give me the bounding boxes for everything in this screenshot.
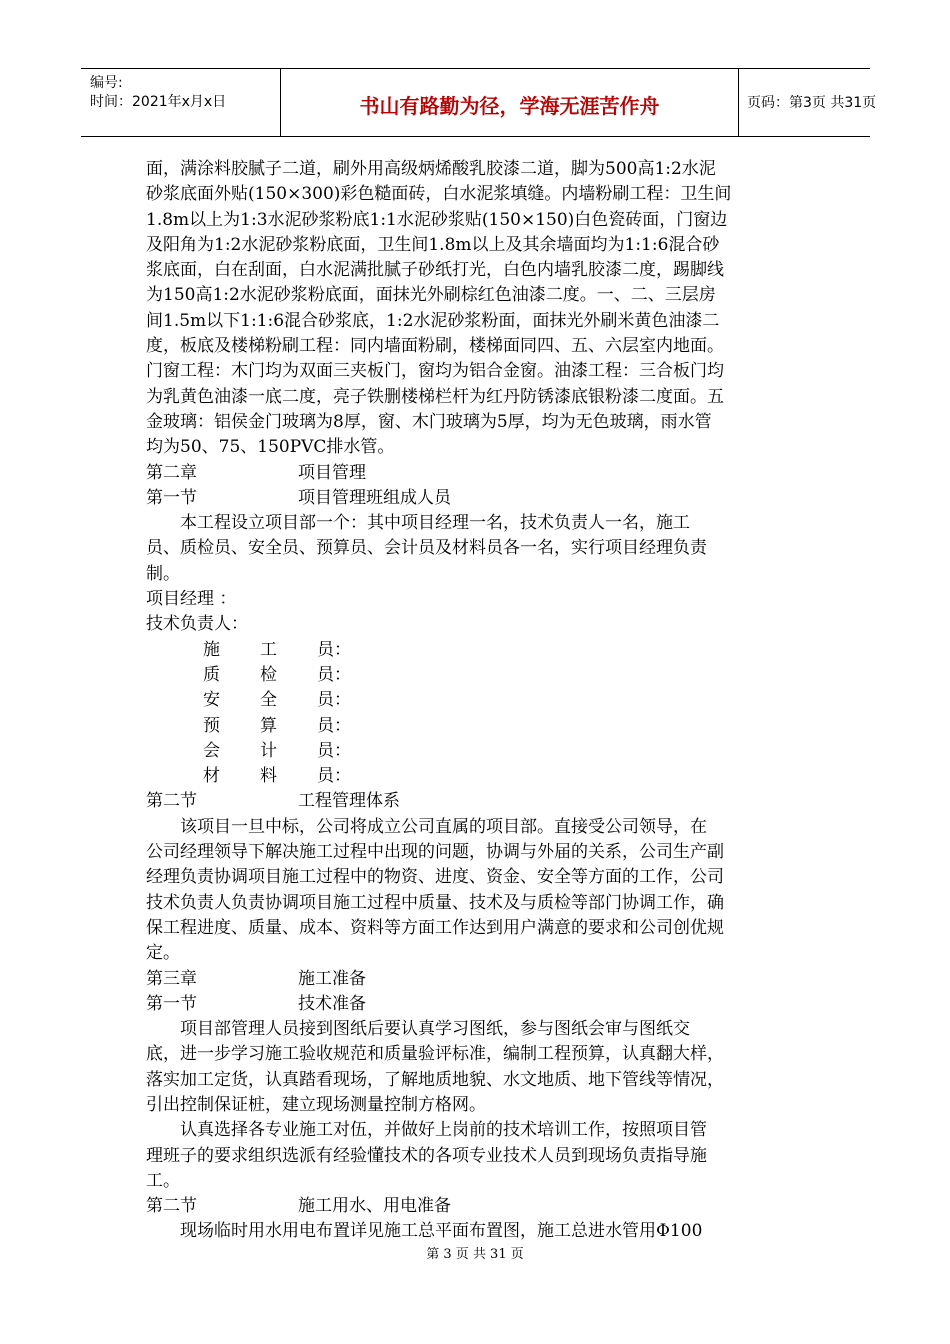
role-char: 员： — [317, 690, 351, 711]
role-char: 员： — [317, 740, 351, 761]
paragraph-line: 定。 — [146, 943, 180, 964]
chapter-number: 第二章 — [146, 462, 197, 483]
section-title: 技术准备 — [298, 993, 366, 1014]
paragraph-line: 底，进一步学习施工验收规范和质量验评标准，编制工程预算，认真翻大样， — [146, 1044, 724, 1065]
paragraph-line: 该项目一旦中标，公司将成立公司直属的项目部。直接受公司领导，在 — [146, 816, 707, 837]
paragraph-line: 项目部管理人员接到图纸后要认真学习图纸，参与图纸会审与图纸交 — [146, 1019, 690, 1040]
chapter-title: 施工准备 — [298, 968, 366, 989]
section-heading — [146, 1194, 806, 1219]
role-char: 算 — [260, 715, 277, 736]
header-motto-cell — [281, 69, 739, 136]
section-number: 第一节 — [146, 993, 197, 1014]
section-heading — [146, 992, 806, 1017]
chapter-number: 第三章 — [146, 968, 197, 989]
body-line: 间1.5m以下1:1:6混合砂浆底，1:2水泥砂浆粉面，面抹光外刷米黄色油漆二 — [146, 310, 720, 331]
body-line: 为150高1:2水泥砂浆粉底面，面抹光外刷棕红色油漆二度。一、二、三层房 — [146, 285, 716, 306]
document-body — [146, 157, 806, 1245]
section-number: 第一节 — [146, 487, 197, 508]
paragraph-line: 引出控制保证桩，建立现场测量控制方格网。 — [146, 1094, 486, 1115]
page-header — [81, 68, 877, 137]
role-char: 员： — [317, 664, 351, 685]
section-heading — [146, 486, 806, 511]
role-field — [146, 739, 806, 764]
role-field — [146, 663, 806, 688]
paragraph-line: 保工程进度、质量、成本、资料等方面工作达到用户满意的要求和公司创优规 — [146, 917, 724, 938]
chapter-heading — [146, 967, 806, 992]
chapter-title: 项目管理 — [298, 462, 366, 483]
header-page-cell — [739, 69, 877, 136]
paragraph-line: 员、质检员、安全员、预算员、会计员及材料员各一名，实行项目经理负责 — [146, 538, 707, 559]
paragraph-line: 公司经理领导下解决施工过程中出现的问题，协调与外届的关系，公司生产副 — [146, 842, 724, 863]
body-line: 浆底面，白在刮面，白水泥满批腻子砂纸打光，白色内墙乳胶漆二度，踢脚线 — [146, 260, 724, 281]
role-char: 质 — [203, 664, 220, 685]
section-title: 项目管理班组成人员 — [298, 487, 451, 508]
header-motto: 书山有路勤为径，学海无涯苦作舟 — [359, 94, 660, 118]
role-char: 预 — [203, 715, 220, 736]
header-page-number: 页码：第3页 共31页 — [747, 95, 877, 111]
body-line: 为乳黄色油漆一底二度，亮子铁删楼梯栏杆为红丹防锈漆底银粉漆二度面。五 — [146, 386, 724, 407]
header-meta-cell — [81, 69, 281, 136]
role-char: 计 — [260, 740, 277, 761]
role-char: 员： — [317, 766, 351, 787]
role-field — [146, 764, 806, 789]
role-char: 检 — [260, 664, 277, 685]
role-char: 料 — [260, 766, 277, 787]
page-footer: 第 3 页 共 31 页 — [426, 1247, 524, 1262]
role-char: 员： — [317, 715, 351, 736]
role-char: 施 — [203, 639, 220, 660]
document-date-label: 时间：2021年x月x日 — [90, 94, 227, 110]
body-line: 面，满涂料胶腻子二道，刷外用高级炳烯酸乳胶漆二道，脚为500高1:2水泥 — [146, 159, 716, 179]
chapter-heading — [146, 461, 806, 486]
paragraph-line: 制。 — [146, 563, 180, 584]
paragraph-line: 本工程设立项目部一个：其中项目经理一名，技术负责人一名，施工 — [146, 513, 690, 534]
technical-lead-field: 技术负责人： — [146, 614, 248, 635]
body-line: 门窗工程：木门均为双面三夹板门，窗均为铝合金窗。油漆工程：三合板门均 — [146, 361, 724, 382]
body-line: 砂浆底面外贴(150×300)彩色糙面砖，白水泥浆填缝。内墙粉刷工程：卫生间 — [146, 184, 732, 205]
role-char: 材 — [203, 766, 220, 787]
paragraph-line: 经理负责协调项目施工过程中的物资、进度、资金、安全等方面的工作，公司 — [146, 867, 724, 888]
paragraph-line: 落实加工定货，认真踏看现场，了解地质地貌、水文地质、地下管线等情况， — [146, 1069, 724, 1090]
section-title: 工程管理体系 — [298, 791, 400, 812]
body-line: 及阳角为1:2水泥砂浆粉底面，卫生间1.8m以上及其余墙面均为1:1:6混合砂 — [146, 234, 720, 255]
role-char: 全 — [260, 690, 277, 711]
body-line: 金玻璃：铝侯金门玻璃为8厚，窗、木门玻璃为5厚，均为无色玻璃，雨水管 — [146, 411, 712, 432]
paragraph-line: 理班子的要求组织选派有经验懂技术的各项专业技术人员到现场负责指导施 — [146, 1145, 707, 1166]
role-char: 会 — [203, 740, 220, 761]
section-title: 施工用水、用电准备 — [298, 1196, 451, 1217]
body-line: 1.8m以上为1:3水泥砂浆粉底1:1水泥砂浆贴(150×150)白色瓷砖面，门窗边 — [146, 209, 728, 230]
body-line: 均为50、75、150PVC排水管。 — [146, 437, 395, 458]
role-field — [146, 638, 806, 663]
body-line: 度，板底及楼梯粉刷工程：同内墙面粉刷，楼梯面同四、五、六层室内地面。 — [146, 336, 724, 357]
role-field — [146, 688, 806, 713]
section-number: 第二节 — [146, 791, 197, 812]
document-number-label: 编号: — [90, 75, 123, 91]
paragraph-line: 现场临时用水用电布置详见施工总平面布置图，施工总进水管用Φ100 — [146, 1221, 703, 1242]
section-heading — [146, 789, 806, 814]
role-char: 工 — [260, 639, 277, 660]
project-manager-field: 项目经理 ： — [146, 589, 237, 610]
paragraph-line: 工。 — [146, 1170, 180, 1191]
role-char: 员： — [317, 639, 351, 660]
section-number: 第二节 — [146, 1196, 197, 1217]
paragraph-line: 技术负责人负责协调项目施工过程中质量、技术及与质检等部门协调工作，确 — [146, 892, 724, 913]
paragraph-line: 认真选择各专业施工对伍，并做好上岗前的技术培训工作，按照项目管 — [146, 1120, 707, 1141]
role-char: 安 — [203, 690, 220, 711]
role-field — [146, 714, 806, 739]
